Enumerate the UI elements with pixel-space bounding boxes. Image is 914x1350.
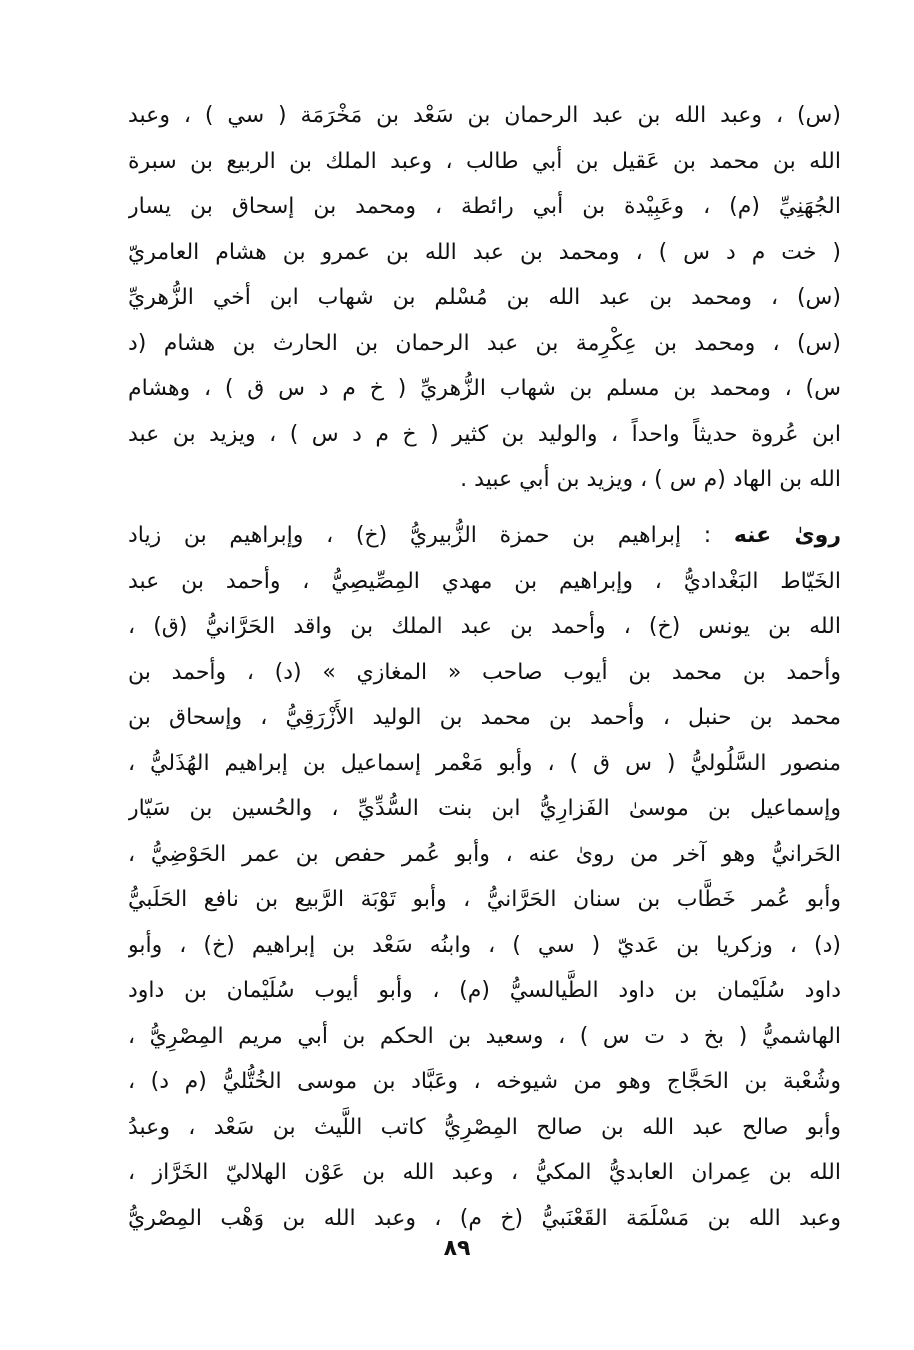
text-line: وشُعْبة بن الحَجَّاج وهو من شيوخه ، وعَبَّاد بن موسى الخُتُّليُّ (م د) ، — [128, 1069, 841, 1094]
text-line-rest: : إبراهيم بن حمزة الزُّبيريُّ (خ) ، وإبراهيم بن زياد — [128, 523, 734, 548]
text-line: وأبو عُمر خَطَّاب بن سنان الحَرَّانيُّ ، وأبو تَوْبَة الرَّبيع بن نافع الحَلَبيُّ — [128, 887, 841, 912]
text-line: الحَرانيُّ وهو آخر من روىٰ عنه ، وأبو عُمر حفص بن عمر الحَوْضِيُّ ، — [128, 841, 841, 867]
text-line: الخَيّاط البَغْداديُّ ، وإبراهيم بن مهدي المِصِّيصِيُّ ، وأحمد بن عبد — [128, 568, 841, 594]
text-line: الهاشميُّ ( بخ د ت س ) ، وسعيد بن الحكم بن أبي مريم المِصْرِيُّ ، — [128, 1023, 841, 1049]
text-line: (س) ، ومحمد بن عبد الله بن مُسْلم بن شهاب ابن أخي الزُّهريِّ — [128, 285, 841, 310]
text-line: الله بن عِمران العابديُّ المكيُّ ، وعبد الله بن عَوْن الهلاليّ الخَرَّاز ، — [128, 1160, 841, 1185]
text-line: وعبد الله بن مَسْلَمَة القَعْنَبيُّ (خ م) ، وعبد الله بن وَهْب المِصْريُّ — [128, 1205, 841, 1231]
text-line: س) ، ومحمد بن مسلم بن شهاب الزُّهريِّ ( خ م د س ق ) ، وهشام — [128, 376, 841, 401]
text-line: ( خت م د س ) ، ومحمد بن عبد الله بن عمرو بن هشام العامريّ — [128, 239, 841, 265]
text-line: وأحمد بن محمد بن أيوب صاحب « المغازي » (د) ، وأحمد بن — [128, 659, 841, 685]
text-line: وإسماعيل بن موسىٰ الفَزارِيُّ ابن بنت السُّدِّيِّ ، والحُسين بن سَيّار — [128, 796, 841, 821]
text-line: محمد بن حنبل ، وأحمد بن محمد بن الوليد الأَزْرَقِيُّ ، وإسحاق بن — [128, 705, 841, 730]
text-line: (س) ، وعبد الله بن عبد الرحمان بن سَعْد بن مَخْرَمَة ( سي ) ، وعبد — [128, 103, 841, 128]
text-line-with-label — [128, 513, 841, 559]
text-line: منصور السَّلُوليُّ ( س ق ) ، وأبو مَعْمر إسماعيل بن إبراهيم الهُذَليُّ ، — [128, 750, 841, 776]
text-line: الجُهَنِيِّ (م) ، وعَبِيْدة بن أبي رائطة ، ومحمد بن إسحاق بن يسار — [128, 194, 841, 219]
text-line: الله بن محمد بن عَقيل بن أبي طالب ، وعبد الملك بن الربيع بن سبرة — [128, 148, 841, 174]
paragraph-narrated-by — [128, 513, 841, 1241]
text-line: (س) ، ومحمد بن عِكْرِمة بن عبد الرحمان بن الحارث بن هشام (د — [128, 330, 841, 356]
section-label: روىٰ عنه — [733, 523, 841, 548]
page-number: ٨٩ — [443, 1236, 471, 1261]
text-line: الله بن يونس (خ) ، وأحمد بن عبد الملك بن واقد الحَرَّانيُّ (ق) ، — [128, 614, 841, 639]
text-line: (د) ، وزكريا بن عَديّ ( سي ) ، وابنُه سَعْد بن إبراهيم (خ) ، وأبو — [128, 932, 841, 958]
text-line: ابن عُروة حديثاً واحداً ، والوليد بن كثير ( خ م د س ) ، ويزيد بن عبد — [128, 421, 841, 447]
paragraph-continuation — [128, 93, 841, 503]
text-line: داود سُلَيْمان بن داود الطَّيالسيُّ (م) ، وأبو أيوب سُلَيْمان بن داود — [128, 978, 841, 1003]
text-line: الله بن الهاد (م س ) ، ويزيد بن أبي عبيد . — [460, 467, 841, 492]
text-line: وأبو صالح عبد الله بن صالح المِصْرِيُّ كاتب اللَّيث بن سَعْد ، وعبدُ — [128, 1114, 841, 1140]
